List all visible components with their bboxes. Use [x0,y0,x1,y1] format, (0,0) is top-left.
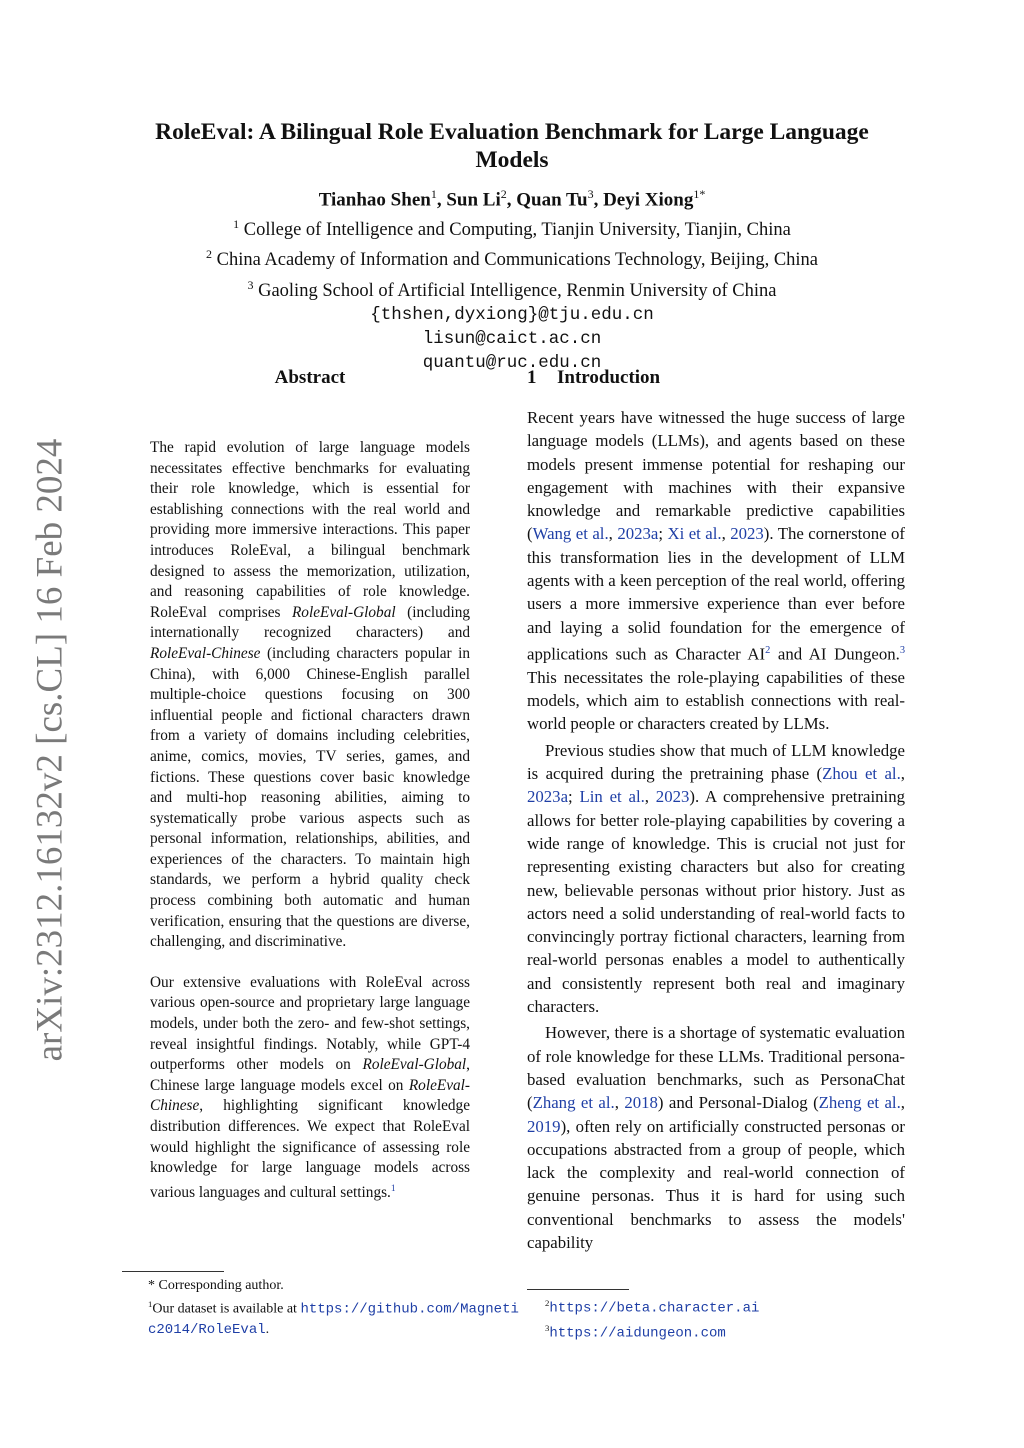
affiliation-text: Gaoling School of Artificial Intelligence, Renmin University of China [258,280,777,301]
citation-link[interactable]: Zhou et al. [822,764,901,784]
text-run: Recent years have witnessed the huge success of large language models (LLMs), and agents based on these models present immense potential for reshaping our engagement with machines with their expansive knowledge and remarkable predictive capabilities ( [527,408,905,544]
paper-header [0,118,1024,375]
author-list: Tianhao Shen$^1$, Sun Li$^2$, Quan Tu$^3$, Deyi Xiong$^{1*}$ [318,187,706,211]
email: {thshen,dyxiong}@tju.edu.cn [370,304,654,325]
footnote-divider [122,1271,224,1272]
author-affil-mark: 1* [693,187,706,201]
citation-link[interactable]: 2019 [527,1116,561,1136]
footnotes-right [545,1294,905,1343]
text-run: ). A comprehensive pretraining allows for better role-playing capabilities by covering a wide range of knowledge. This is crucial not just for representing existing characters but also for creating new, believable personas without prior history. Just as actors need a solid understanding of real-world facts to convincingly portray fictional characters, learning from real-world personas enables a model to authentically and consistently represent both real and imaginary characters. [527,787,905,1017]
footnote-text: Our dataset is available at [152,1301,301,1317]
affiliation-text: China Academy of Information and Communications Technology, Beijing, China [216,250,819,271]
introduction-heading [527,366,905,390]
italic-term: RoleEval-Global [362,1056,467,1074]
text-run: ), often rely on artificially constructed personas or occupations abstracted from a group of people, which lack the complexity and real-world connection of genuine personas. Thus it is hard for using such conventional benchmarks to assess the models' capability [527,1116,905,1252]
text-run: However, there is a shortage of systematic evaluation of role knowledge for these LLMs. Traditional persona-based evaluation benchmarks, such as PersonaChat ( [527,1023,905,1113]
footnote-link[interactable]: 1 [390,1183,396,1194]
footnote-text: . [265,1321,270,1337]
text-run: (including characters popular in China), with 6,000 Chinese-English parallel multiple-choice questions focusing on 300 influential people and fictional characters drawn from a variety of domains including celebrities, anime, comics, movies, TV series, games, and fictions. These questions cover basic knowledge and multi-hop reasoning abilities, aiming to systematically probe various aspects such as personal information, relationships, abilities, and experiences of the characters. To maintain high standards, we perform a hybrid quality check process combining both automatic and human verification, ensuring that the questions are diverse, challenging, and discriminative. [150,644,470,951]
affiliation-text: College of Intelligence and Computing, Tianjin University, Tianjin, China [243,220,791,241]
text-run: , [721,524,731,544]
footnote-mark: 3 [545,1322,550,1333]
introduction-column [527,366,905,1254]
citation-link[interactable]: 2023a [617,524,659,544]
intro-paragraph [527,406,905,736]
italic-term: RoleEval-Chinese [150,644,261,662]
citation-link[interactable]: Lin et al. [579,787,645,807]
text-run: , [608,524,618,544]
footnote-divider [527,1289,629,1290]
text-run: ) and Personal-Dialog ( [657,1093,819,1113]
author-name: Sun Li [446,189,501,211]
citation-link[interactable]: Wang et al. [532,524,609,544]
author-affil-mark: 2 [500,187,507,201]
author-name: Tianhao Shen [318,189,431,211]
text-run: Our extensive evaluations with RoleEval across various open-source and proprietary large language models, under both the zero- and few-shot settings, reveal insightful findings. Notably, while GPT-4 outperforms other models on [150,973,470,1074]
author-affil-mark: 3 [587,187,594,201]
citation-link[interactable]: 2023 [655,787,690,807]
text-run: ; [658,524,668,544]
text-run: , [900,1093,905,1113]
italic-term: RoleEval-Chinese [150,1076,470,1115]
email: quantu@ruc.edu.cn [422,352,602,373]
affiliation [0,242,1024,272]
text-run: (including internationally recognized characters) and [150,603,470,642]
footnote-3 [545,1319,905,1344]
text-run: Previous studies show that much of LLM knowledge is acquired during the pretraining phase ( [527,740,905,784]
italic-term: RoleEval-Global [291,603,396,621]
abstract-paragraph [150,973,470,1204]
author-affil-mark: 1 [430,187,437,201]
author-name: Quan Tu [516,189,588,211]
paper-title: RoleEval: A Bilingual Role Evaluation Benchmark for Large Language Models [155,119,869,173]
affiliation-mark: 1 [233,217,240,232]
section-number: 1 [527,367,537,388]
affiliation-mark: 3 [247,277,254,292]
text-run: , [614,1093,625,1113]
intro-paragraph [527,1021,905,1254]
author-name: Deyi Xiong [603,189,694,211]
text-run: ). The cornerstone of this transformation lies in the development of LLM agents with a keen perception of the real world, offering users a more immersive experience than ever before and laying a solid foundation for the emergence of applications such as Character AI [527,524,905,664]
affiliation [0,273,1024,303]
footnote-2 [545,1294,905,1319]
abstract-heading: Abstract [274,367,346,388]
email: lisun@caict.ac.cn [422,328,602,349]
footnote-link[interactable]: 3 [899,644,906,656]
text-run: This necessitates the role-playing capabilities of these models, which aim to establish connections with real-world people or characters created by LLMs. [527,667,905,734]
text-run: , [644,787,656,807]
aidungeon-link[interactable]: https://aidungeon.com [549,1325,726,1342]
arxiv-identifier: arXiv:2312.16132v2 [cs.CL] 16 Feb 2024 [29,438,71,1062]
intro-paragraph [527,739,905,1019]
footnote-corresponding: * Corresponding author. [148,1278,284,1293]
citation-link[interactable]: 2023a [527,787,569,807]
footnote-mark: 2 [545,1298,550,1308]
text-run: , Chinese large language models excel on [150,1056,470,1094]
character-ai-link[interactable]: https://beta.character.ai [549,1300,760,1317]
citation-link[interactable]: 2023 [730,524,764,544]
citation-link[interactable]: Zheng et al. [818,1093,901,1113]
footnote-1 [122,1295,522,1340]
text-run: The rapid evolution of large language models necessitates effective benchmarks for evaluating their role knowledge, which is essential for establishing connections with the real world and providing more immersive interactions. This paper introduces RoleEval, a bilingual benchmark designed to assess the memorization, utilization, and reasoning capabilities of role knowledge. RoleEval comprises [150,439,470,621]
citation-link[interactable]: Zhang et al. [532,1093,615,1113]
text-run: and AI Dungeon. [770,644,900,664]
text-run: , highlighting significant knowledge distribution differences. We expect that RoleEval would highlight the significance of assessing role knowledge for large language models across various languages and cultural settings. [150,1097,470,1201]
citation-link[interactable]: Xi et al. [667,524,722,544]
affiliation [0,212,1024,242]
affiliation-mark: 2 [205,247,212,262]
abstract-paragraph [150,438,470,953]
abstract-column [150,366,470,1203]
dataset-link[interactable]: https://github.com/Magnetic2014/RoleEval [148,1301,519,1338]
footnote-mark: 1 [148,1299,153,1309]
footnote-link[interactable]: 2 [765,644,771,656]
citation-link[interactable]: 2018 [624,1093,658,1113]
text-run: , [900,764,905,784]
text-run: ; [568,787,580,807]
section-title: Introduction [557,367,661,388]
footnotes-left [122,1276,522,1340]
